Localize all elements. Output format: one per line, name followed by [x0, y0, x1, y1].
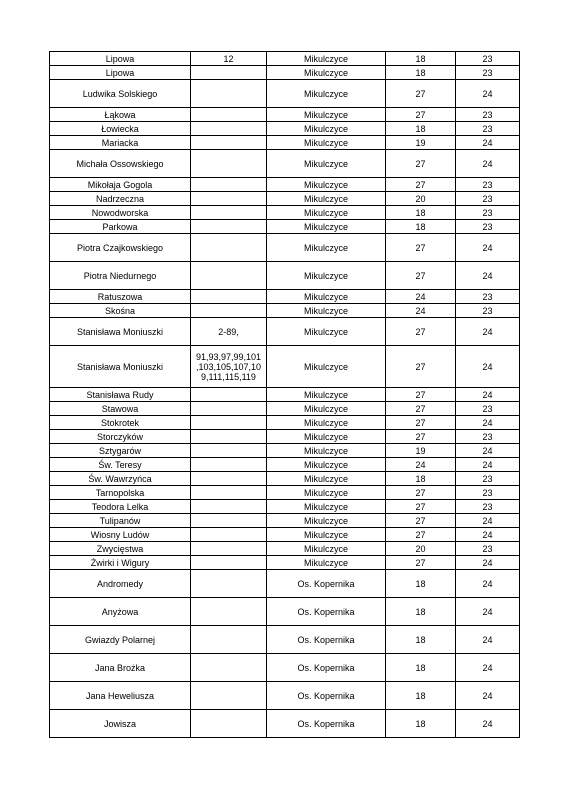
number-cell-a: 27 — [386, 178, 456, 192]
number-cell-a: 20 — [386, 542, 456, 556]
table-row — [50, 458, 520, 472]
number-cell-a: 18 — [386, 570, 456, 598]
number-cell-b: 24 — [456, 416, 520, 430]
number-cell-a: 27 — [386, 486, 456, 500]
number-cell-a: 19 — [386, 444, 456, 458]
house-numbers-cell — [191, 430, 267, 444]
number-cell-a: 27 — [386, 556, 456, 570]
street-cell: Jana Heweliusza — [50, 682, 191, 710]
table-row — [50, 626, 520, 654]
number-cell-b: 24 — [456, 388, 520, 402]
house-numbers-cell — [191, 66, 267, 80]
number-cell-b: 23 — [456, 290, 520, 304]
number-cell-b: 23 — [456, 178, 520, 192]
number-cell-b: 24 — [456, 234, 520, 262]
table-row — [50, 486, 520, 500]
district-cell: Mikulczyce — [267, 304, 386, 318]
number-cell-a: 18 — [386, 710, 456, 738]
house-numbers-cell — [191, 514, 267, 528]
table-row — [50, 430, 520, 444]
street-cell: Stanisława Rudy — [50, 388, 191, 402]
table-row — [50, 444, 520, 458]
district-cell: Mikulczyce — [267, 192, 386, 206]
district-cell: Os. Kopernika — [267, 682, 386, 710]
street-cell: Mariacka — [50, 136, 191, 150]
street-cell: Gwiazdy Polarnej — [50, 626, 191, 654]
street-cell: Św. Teresy — [50, 458, 191, 472]
number-cell-b: 24 — [456, 150, 520, 178]
house-numbers-cell — [191, 388, 267, 402]
street-cell: Anyżowa — [50, 598, 191, 626]
number-cell-a: 27 — [386, 528, 456, 542]
house-numbers-cell — [191, 682, 267, 710]
table-row — [50, 514, 520, 528]
house-numbers-cell — [191, 304, 267, 318]
table-row — [50, 80, 520, 108]
number-cell-a: 18 — [386, 682, 456, 710]
house-numbers-cell — [191, 402, 267, 416]
table-row — [50, 318, 520, 346]
district-cell: Mikulczyce — [267, 80, 386, 108]
house-numbers-cell — [191, 710, 267, 738]
street-cell: Skośna — [50, 304, 191, 318]
table-row — [50, 262, 520, 290]
street-cell: Mikołaja Gogola — [50, 178, 191, 192]
number-cell-b: 24 — [456, 626, 520, 654]
number-cell-b: 23 — [456, 192, 520, 206]
table-row — [50, 500, 520, 514]
number-cell-b: 24 — [456, 682, 520, 710]
house-numbers-cell: 2-89, — [191, 318, 267, 346]
table-row — [50, 682, 520, 710]
number-cell-b: 23 — [456, 430, 520, 444]
table-row — [50, 206, 520, 220]
street-cell: Jowisza — [50, 710, 191, 738]
table-row — [50, 290, 520, 304]
house-numbers-cell — [191, 136, 267, 150]
number-cell-a: 27 — [386, 108, 456, 122]
street-cell: Stanisława Moniuszki — [50, 346, 191, 388]
district-cell: Mikulczyce — [267, 388, 386, 402]
street-cell: Łowiecka — [50, 122, 191, 136]
number-cell-a: 18 — [386, 598, 456, 626]
district-cell: Mikulczyce — [267, 318, 386, 346]
number-cell-b: 24 — [456, 80, 520, 108]
district-cell: Mikulczyce — [267, 122, 386, 136]
table-row — [50, 542, 520, 556]
number-cell-b: 24 — [456, 654, 520, 682]
street-cell: Stawowa — [50, 402, 191, 416]
number-cell-b: 23 — [456, 108, 520, 122]
number-cell-a: 18 — [386, 472, 456, 486]
number-cell-b: 23 — [456, 304, 520, 318]
district-cell: Mikulczyce — [267, 262, 386, 290]
street-cell: Michała Ossowskiego — [50, 150, 191, 178]
house-numbers-cell — [191, 80, 267, 108]
house-numbers-cell — [191, 528, 267, 542]
number-cell-b: 23 — [456, 500, 520, 514]
number-cell-b: 23 — [456, 122, 520, 136]
number-cell-a: 27 — [386, 388, 456, 402]
table-row — [50, 416, 520, 430]
house-numbers-cell — [191, 290, 267, 304]
number-cell-b: 24 — [456, 514, 520, 528]
table-row — [50, 710, 520, 738]
district-cell: Mikulczyce — [267, 542, 386, 556]
number-cell-b: 23 — [456, 220, 520, 234]
street-cell: Piotra Niedurnego — [50, 262, 191, 290]
house-numbers-cell — [191, 150, 267, 178]
street-cell: Wiosny Ludów — [50, 528, 191, 542]
number-cell-a: 27 — [386, 318, 456, 346]
house-numbers-cell — [191, 220, 267, 234]
table-row — [50, 388, 520, 402]
district-cell: Mikulczyce — [267, 206, 386, 220]
district-cell: Os. Kopernika — [267, 626, 386, 654]
district-cell: Os. Kopernika — [267, 598, 386, 626]
number-cell-b: 23 — [456, 402, 520, 416]
number-cell-a: 27 — [386, 500, 456, 514]
number-cell-a: 27 — [386, 416, 456, 430]
house-numbers-cell — [191, 654, 267, 682]
table-row — [50, 472, 520, 486]
number-cell-a: 18 — [386, 122, 456, 136]
house-numbers-cell — [191, 626, 267, 654]
street-cell: Nadrzeczna — [50, 192, 191, 206]
district-cell: Mikulczyce — [267, 150, 386, 178]
district-cell: Mikulczyce — [267, 444, 386, 458]
street-cell: Lipowa — [50, 66, 191, 80]
table-row — [50, 136, 520, 150]
district-cell: Mikulczyce — [267, 234, 386, 262]
table-row — [50, 66, 520, 80]
table-row — [50, 122, 520, 136]
street-cell: Łąkowa — [50, 108, 191, 122]
house-numbers-cell — [191, 262, 267, 290]
street-table — [49, 51, 520, 738]
number-cell-a: 18 — [386, 206, 456, 220]
number-cell-b: 23 — [456, 206, 520, 220]
table-row — [50, 178, 520, 192]
district-cell: Os. Kopernika — [267, 710, 386, 738]
house-numbers-cell — [191, 444, 267, 458]
number-cell-a: 27 — [386, 150, 456, 178]
number-cell-a: 27 — [386, 430, 456, 444]
number-cell-b: 24 — [456, 598, 520, 626]
district-cell: Mikulczyce — [267, 500, 386, 514]
number-cell-a: 24 — [386, 290, 456, 304]
house-numbers-cell — [191, 108, 267, 122]
number-cell-a: 18 — [386, 52, 456, 66]
table-row — [50, 150, 520, 178]
house-numbers-cell — [191, 500, 267, 514]
district-cell: Mikulczyce — [267, 514, 386, 528]
street-cell: Św. Wawrzyńca — [50, 472, 191, 486]
number-cell-a: 27 — [386, 402, 456, 416]
number-cell-b: 24 — [456, 346, 520, 388]
district-cell: Mikulczyce — [267, 486, 386, 500]
street-cell: Nowodworska — [50, 206, 191, 220]
table-row — [50, 598, 520, 626]
number-cell-a: 18 — [386, 66, 456, 80]
table-row — [50, 108, 520, 122]
house-numbers-cell — [191, 472, 267, 486]
number-cell-a: 18 — [386, 626, 456, 654]
street-cell: Stokrotek — [50, 416, 191, 430]
street-cell: Parkowa — [50, 220, 191, 234]
number-cell-b: 24 — [456, 556, 520, 570]
district-cell: Mikulczyce — [267, 52, 386, 66]
district-cell: Mikulczyce — [267, 220, 386, 234]
house-numbers-cell — [191, 192, 267, 206]
number-cell-a: 19 — [386, 136, 456, 150]
house-numbers-cell — [191, 178, 267, 192]
table-row — [50, 52, 520, 66]
number-cell-b: 24 — [456, 136, 520, 150]
number-cell-a: 20 — [386, 192, 456, 206]
district-cell: Os. Kopernika — [267, 654, 386, 682]
number-cell-b: 23 — [456, 52, 520, 66]
number-cell-a: 27 — [386, 262, 456, 290]
number-cell-a: 27 — [386, 234, 456, 262]
number-cell-b: 23 — [456, 66, 520, 80]
street-cell: Jana Brożka — [50, 654, 191, 682]
number-cell-b: 23 — [456, 472, 520, 486]
street-cell: Sztygarów — [50, 444, 191, 458]
street-cell: Andromedy — [50, 570, 191, 598]
street-cell: Stanisława Moniuszki — [50, 318, 191, 346]
house-numbers-cell — [191, 556, 267, 570]
number-cell-b: 24 — [456, 570, 520, 598]
table-row — [50, 556, 520, 570]
number-cell-b: 23 — [456, 542, 520, 556]
number-cell-a: 18 — [386, 654, 456, 682]
street-cell: Zwycięstwa — [50, 542, 191, 556]
district-cell: Mikulczyce — [267, 346, 386, 388]
number-cell-b: 24 — [456, 458, 520, 472]
street-cell: Tarnopolska — [50, 486, 191, 500]
street-table-body — [50, 52, 520, 738]
number-cell-b: 24 — [456, 444, 520, 458]
district-cell: Mikulczyce — [267, 556, 386, 570]
street-cell: Ratuszowa — [50, 290, 191, 304]
number-cell-a: 27 — [386, 346, 456, 388]
number-cell-a: 18 — [386, 220, 456, 234]
house-numbers-cell — [191, 458, 267, 472]
district-cell: Mikulczyce — [267, 430, 386, 444]
table-row — [50, 192, 520, 206]
district-cell: Os. Kopernika — [267, 570, 386, 598]
house-numbers-cell — [191, 234, 267, 262]
number-cell-b: 23 — [456, 486, 520, 500]
district-cell: Mikulczyce — [267, 136, 386, 150]
street-cell: Ludwika Solskiego — [50, 80, 191, 108]
street-cell: Piotra Czajkowskiego — [50, 234, 191, 262]
street-cell: Lipowa — [50, 52, 191, 66]
district-cell: Mikulczyce — [267, 416, 386, 430]
district-cell: Mikulczyce — [267, 178, 386, 192]
table-row — [50, 402, 520, 416]
number-cell-b: 24 — [456, 318, 520, 346]
house-numbers-cell: 91,93,97,99,101 ,103,105,107,10 9,111,115,119 — [191, 346, 267, 388]
house-numbers-cell: 12 — [191, 52, 267, 66]
table-row — [50, 570, 520, 598]
table-row — [50, 528, 520, 542]
district-cell: Mikulczyce — [267, 66, 386, 80]
district-cell: Mikulczyce — [267, 108, 386, 122]
number-cell-b: 24 — [456, 710, 520, 738]
house-numbers-cell — [191, 416, 267, 430]
number-cell-b: 24 — [456, 262, 520, 290]
district-cell: Mikulczyce — [267, 472, 386, 486]
district-cell: Mikulczyce — [267, 402, 386, 416]
district-cell: Mikulczyce — [267, 290, 386, 304]
house-numbers-cell — [191, 542, 267, 556]
street-cell: Tulipanów — [50, 514, 191, 528]
table-row — [50, 220, 520, 234]
number-cell-a: 27 — [386, 80, 456, 108]
house-numbers-cell — [191, 206, 267, 220]
street-cell: Żwirki i Wigury — [50, 556, 191, 570]
street-cell: Teodora Lelka — [50, 500, 191, 514]
district-cell: Mikulczyce — [267, 458, 386, 472]
table-row — [50, 346, 520, 388]
house-numbers-cell — [191, 570, 267, 598]
table-row — [50, 304, 520, 318]
number-cell-b: 24 — [456, 528, 520, 542]
street-cell: Storczyków — [50, 430, 191, 444]
house-numbers-cell — [191, 122, 267, 136]
number-cell-a: 27 — [386, 514, 456, 528]
number-cell-a: 24 — [386, 304, 456, 318]
house-numbers-cell — [191, 486, 267, 500]
table-row — [50, 234, 520, 262]
house-numbers-cell — [191, 598, 267, 626]
table-row — [50, 654, 520, 682]
district-cell: Mikulczyce — [267, 528, 386, 542]
number-cell-a: 24 — [386, 458, 456, 472]
